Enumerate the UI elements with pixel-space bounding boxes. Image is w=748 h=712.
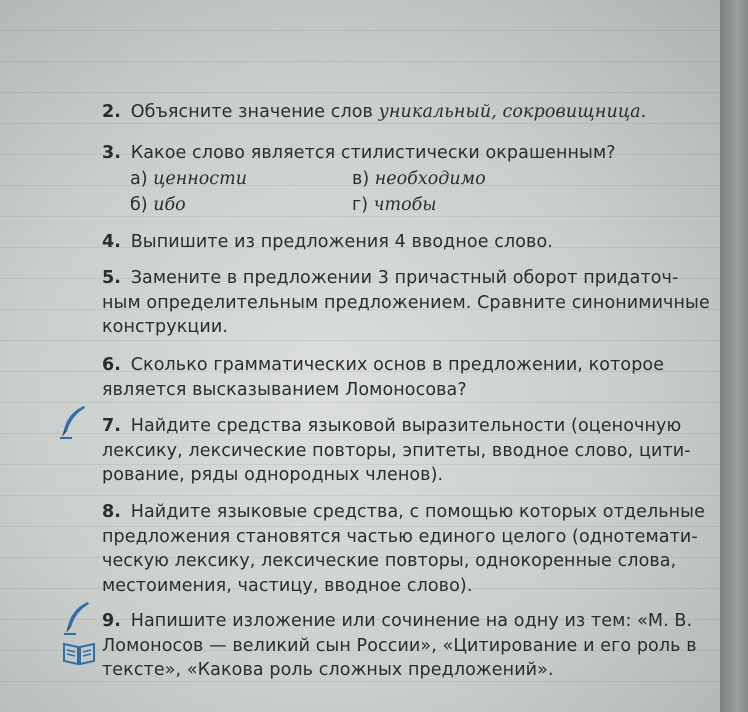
option-letter: б) [130,195,148,215]
question-number: 2. [102,102,122,122]
open-book-icon [62,640,96,666]
option-word: чтобы [373,195,437,215]
question-number: 5. [102,268,122,288]
question-text: Какое слово является стилистически окрашенным? [130,143,616,163]
question-6 [102,353,714,402]
question-number: 7. [102,416,122,436]
question-9 [102,609,714,683]
option-word: ценности [153,169,247,189]
option-letter: а) [130,169,148,189]
question-text: Замените в предложении 3 причастный оборот придаточ-ным определительным предложением. Сравните синонимичные конструкции. [102,268,710,337]
question-3 [102,141,714,166]
option-letter: г) [352,195,369,215]
question-italic-words: уникальный, сокровищница. [378,102,647,122]
question-4 [102,230,714,255]
option-word: необходимо [374,169,486,189]
option-a [130,166,247,192]
question-number: 3. [102,143,122,163]
quill-pen-icon [58,404,88,440]
option-b [130,192,186,218]
question-number: 8. [102,502,122,522]
quill-pen-icon [62,600,92,636]
option-word: ибо [153,195,186,215]
question-text: Напишите изложение или сочинение на одну из тем: «М. В. Ломоносов — великий сын России», «Цитирование и его роль в тексте», «Какова роль сложных предложений». [102,611,697,680]
question-text: Сколько грамматических основ в предложении, которое является высказыванием Ломоносова? [102,355,665,400]
adjacent-page-edge [720,0,748,712]
question-8 [102,500,714,598]
question-number: 9. [102,611,122,631]
question-text: Выпишите из предложения 4 вводное слово. [130,232,553,252]
question-text: Найдите языковые средства, с помощью которых отдельные предложения становятся частью единого целого (однотемати-ческую лексику, лексические повторы, однокоренные слова, местоимения, частицу, вводное слово). [102,502,705,596]
option-letter: в) [352,169,370,189]
question-text: Объясните значение слов [130,102,379,122]
question-number: 6. [102,355,122,375]
question-number: 4. [102,232,122,252]
option-v [352,166,486,192]
question-text: Найдите средства языковой выразительности (оценочную лексику, лексические повторы, эпитеты, вводное слово, цити-рование, ряды однородных членов). [102,416,691,485]
question-7 [102,414,714,488]
question-5 [102,266,714,340]
option-g [352,192,437,218]
question-2 [102,100,714,125]
